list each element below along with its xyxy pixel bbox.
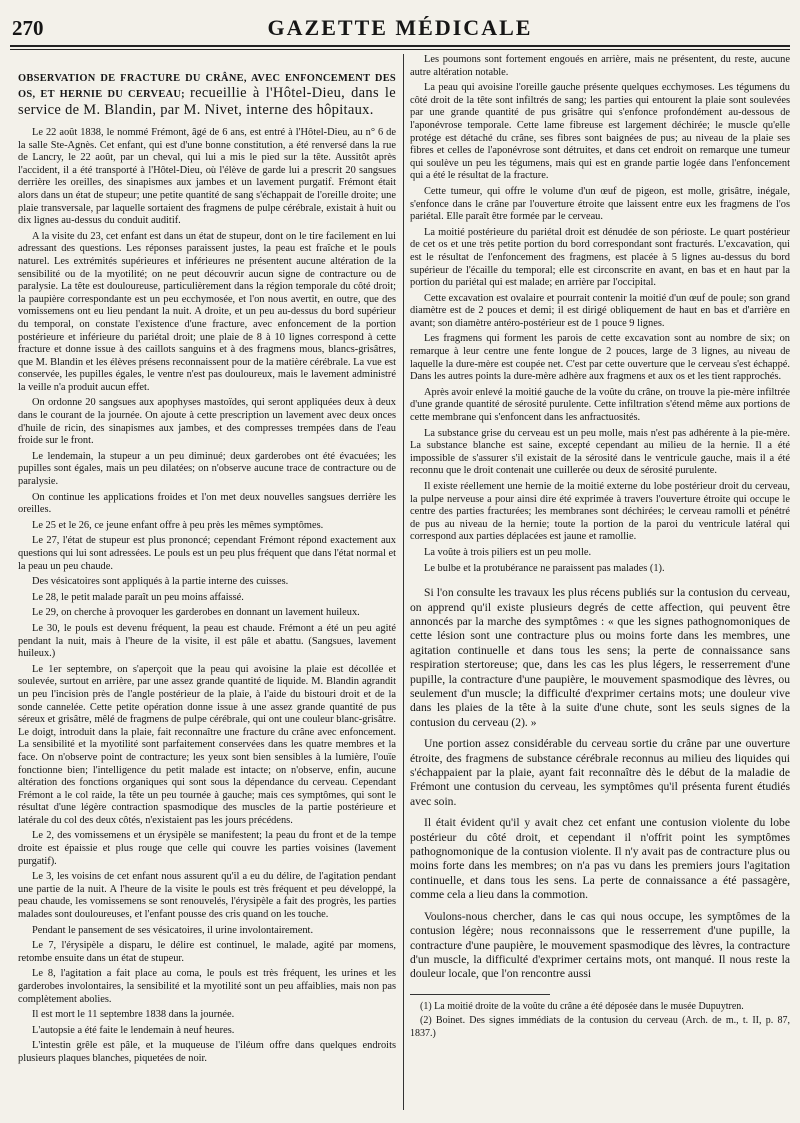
left-column (18, 54, 396, 1112)
footnote: (1) La moitié droite de la voûte du crâne a été déposée dans le musée Dupuytren. (420, 1000, 744, 1012)
paragraph: On ordonne 20 sangsues aux apophyses mastoïdes, qui seront appliquées deux à deux dans le courant de la journée. On ajoute à cette prescription un lavement avec deux onces d'huile de ricin, des sinapismes aux jambes, et des compresses trempées dans de l'eau froide sur le front. (18, 397, 396, 447)
paragraph: Le 22 août 1838, le nommé Frémont, âgé de 6 ans, est entré à l'Hôtel-Dieu, au n° 6 de la salle Ste-Agnès. Cet enfant, qui est d'une bonne constitution, a été renversé dans la rue de Lancry, le 22 août, par un cheval, qui lui a mis le pied sur la tête. Aussitôt après l'accident, il a été transporté à l'Hôtel-Dieu, où l'élève de garde lui a prescrit 20 sangsues derrière les oreilles, des sinapismes aux jambes et un lavement purgatif. Frémont était alors dans un état de stupeur; une petite quantité de sang s'échappait de l'oreille droite; une plaie transversale, par laquelle sortaient des fragmens de pulpe cérébrale, existait à huit ou dix lignes au-dessus du conduit auditif. (18, 127, 396, 227)
paragraph: Le lendemain, la stupeur a un peu diminué; deux garderobes ont été évacuées; les pupilles sont égales, mais un peu dilatées; on n'observe aucune trace de contracture ou de paralysie. (18, 450, 396, 488)
paragraph: La voûte à trois piliers est un peu molle. (424, 546, 592, 558)
page-number: 270 (12, 15, 44, 40)
paragraph: Il existe réellement une hernie de la moitié externe du lobe postérieur droit du cerveau, la pulpe nerveuse a pour ainsi dire été exprimée à travers l'ouverture étroite qui occupe le centre des parties fracturées; les membranes sont déchirées; le cerveau ramolli et pénétré de pus au niveau de la hernie; toute la portion de la paroi du ventricule latéral qui correspond aux parties déplacées est jaune et ramollie. (410, 481, 790, 543)
paragraph: Il est mort le 11 septembre 1838 dans la journée. (32, 1009, 235, 1021)
article-title-rest: recueillie à l'Hôtel-Dieu, dans le service de M. Blandin, par M. Nivet, interne des hôpitaux. (18, 85, 396, 118)
column-divider (403, 54, 404, 1110)
paragraph: La peau qui avoisine l'oreille gauche présente quelques ecchymoses. Les tégumens du côté droit de la tête sont infiltrés de sang; les parties qui entourent la plaie sont soulevées par une grande quantité de pus grisâtre qui s'enfonce profondément au-dessous de l'aponévrose temporale. Cette lame fibreuse est largement déchirée; le muscle qu'elle protége est détaché du crâne, ses fibres sont baignées de pus; au niveau de la plaie ses fibres et celles de l'aponévrose sont détruites, et dans cet endroit on remarque une tumeur qui soulève un peu les tégumens, mais qui est en grande partie logée dans l'enfoncement qui a été le résultat de la fracture. (410, 82, 790, 182)
footnotes (410, 1001, 790, 1040)
article-title (18, 72, 396, 119)
paragraph: Le bulbe et la protubérance ne paraissent pas malades (1). (424, 562, 665, 574)
paragraph: Le 28, le petit malade paraît un peu moins affaissé. (32, 591, 244, 603)
paragraph: La moitié postérieure du pariétal droit est dénudée de son périoste. Le quart postérieur de cet os et une très petite portion du bord correspondant sont fracturés. L'excavation, qui est le résultat de l'enfoncement des fragmens, est placée à 5 lignes au-dessus du bord supérieur de l'écaille du temporal; elle est circonscrite en avant, en bas et en haut par la portion du pariétal qui est malade; en arrière par l'occipital. (410, 226, 790, 289)
paragraph: La substance grise du cerveau est un peu molle, mais n'est pas adhérente à la pie-mère. La substance blanche est saine, excepté cependant au milieu de la hernie. Il a été impossible de s'assurer s'il existait de la sérosité dans le ventricule gauche, mais il a été reconnu que le droit contenait une cuillerée ou deux de sérosité purulente. (410, 427, 790, 477)
article-title-caps: OBSERVATION DE FRACTURE DU CRÂNE, AVEC ENFONCEMENT DES OS, ET HERNIE DU CERVEAU; (18, 73, 396, 100)
paragraph: Cette excavation est ovalaire et pourrait contenir la moitié d'un œuf de poule; son grand diamètre est de 2 pouces et demi; il est dirigé obliquement de haut en bas et d'arrière en avant; son diamètre antéro-postérieur est de 1 pouce 9 lignes. (410, 292, 790, 329)
paragraph: Le 8, l'agitation a fait place au coma, le pouls est très fréquent, les urines et les garderobes involontaires, la sensibilité et la myotilité sont un peu affaiblies, mais non pas complètement abolies. (18, 968, 396, 1005)
commentary-paragraph: Voulons-nous chercher, dans le cas qui nous occupe, les symptômes de la contusion légère; nous reconnaissons que le resserrement d'une pupille, la contracture d'une paupière, le mouvement spasmodique des lèvres, la contracture d'un muscle, la difficulté d'exprimer certains mots, ont manqué. Il nous reste la douleur locale, que l'on rencontre aussi (410, 909, 790, 981)
paragraph: Des vésicatoires sont appliqués à la partie interne des cuisses. (32, 576, 289, 588)
paragraph: Après avoir enlevé la moitié gauche de la voûte du crâne, on trouve la pie-mère infiltrée d'une grande quantité de sérosité purulente. Cette infiltration s'étend même aux portions de cette membrane qui s'enfoncent dans les anfractuosités. (410, 386, 790, 424)
paragraph: Le 7, l'érysipèle a disparu, le délire est continuel, le malade, agité par momens, retombe ensuite dans un état de stupeur. (18, 940, 396, 964)
paragraph: A la visite du 23, cet enfant est dans un état de stupeur, dont on le tire facilement en lui adressant des questions. Les réponses paraissent justes, la peau est fraîche et le pouls naturel. Les extrémités supérieures et inférieures ne présentent aucune altération de la sensibilité ou de la myotilité; on ne peut découvrir aucun signe de contracture ou de paralysie. La tête est douloureuse, particulièrement dans la région temporale du côté droit; la paupière correspondante est un peu ecchymosée, et l'on nous avertit, en outre, que des vomissemens ont eu lieu pendant la nuit. A droite, et un peu au-dessus du bord supérieur du temporal, on constate l'existence d'une fracture, avec enfoncement de la portion postérieure et inférieure du pariétal droit; une plaie de 8 à 10 lignes correspond à cette fracture et donne issue à des caillots sanguins et à des fragmens mous, blancs-grisâtres, que M. Blandin et les élèves présens reconnaissent pour de la matière cérébrale. La vue est conservée, les pupilles égales, le ventre n'est pas douloureux, mais le lavement administré la veille n'a produit aucun effet. (18, 230, 396, 393)
right-column (410, 54, 790, 1112)
commentary-text (410, 586, 790, 982)
paragraph: Le 3, les voisins de cet enfant nous assurent qu'il a eu du délire, de l'agitation pendant une partie de la nuit. A l'heure de la visite le pouls est très fréquent et peu développé, la peau chaude, les vomissemens se sont renouvelés, l'érysipèle a fait des progrès, les parties malades sont douloureuses, et l'enfant pousse des cris quand on les touche. (18, 871, 396, 921)
header-rule (10, 45, 790, 47)
left-body-text (18, 127, 396, 1066)
footnote-rule (410, 994, 550, 995)
paragraph: Les fragmens qui forment les parois de cette excavation sont au nombre de six; on remarque à leur centre une fente longue de 2 pouces, large de 3 lignes, au niveau de laquelle la dure-mère est coupée net. C'est par cette ouverture que le cerveau s'est échappé. Dans les autres points la dure-mère adhère aux fragmens et aux os et les tient rapprochés. (410, 333, 790, 383)
paragraph: Les poumons sont fortement engoués en arrière, mais ne présentent, du reste, aucune autre altération notable. (410, 54, 790, 78)
right-body-text (410, 54, 790, 575)
paragraph: Pendant le pansement de ses vésicatoires, il urine involontairement. (32, 924, 314, 936)
paragraph: Le 25 et le 26, ce jeune enfant offre à peu près les mêmes symptômes. (32, 519, 324, 531)
footnote: (2) Boinet. Des signes immédiats de la contusion du cerveau (Arch. de m., t. II, p. 87, 1837.) (410, 1015, 790, 1039)
paragraph: Le 30, le pouls est devenu fréquent, la peau est chaude. Frémont a été un peu agité pendant la nuit, mais à l'heure de la visite, il est pâle et abattu. (Sangsues, lavement huileux.) (18, 622, 396, 660)
journal-title: GAZETTE MÉDICALE (267, 15, 533, 40)
paragraph: Le 2, des vomissemens et un érysipèle se manifestent; la peau du front et de la tempe droite est épaissie et plus rouge que celle qui couvre les parties voisines (lavement purgatif). (18, 830, 396, 867)
paragraph: L'intestin grêle est pâle, et la muqueuse de l'iléum offre dans quelques endroits plusieurs plaques blanches, piquetées de noir. (18, 1040, 396, 1064)
commentary-paragraph: Une portion assez considérable du cerveau sortie du crâne par une ouverture étroite, des fragmens de substance cérébrale reconnus au milieu des liquides qui s'échappaient par la plaie, ayant fait reconnaître dès le début de la maladie de Frémont une contusion du cerveau, les symptômes qu'il présenta furent étudiés avec soin. (410, 737, 790, 808)
commentary-paragraph: Si l'on consulte les travaux les plus récens publiés sur la contusion du cerveau, on apprend qu'il existe plusieurs degrés de cette affection, qui peuvent être annoncés par la marche des symptômes : « que les signes pathognomoniques de cette lésion sont une contracture plus ou moins forte dans les membres, une agitation continuelle et dans tous les sens; la perte de connaissance sans respiration stertoreuse; que, dans les cas les plus légers, le resserrement d'une pupille, la contracture d'une paupière, le mouvement spasmodique des lèvres, ou seulement d'un muscle; la difficulté d'exprimer certains mots; une douleur vive dans les plaies de la tête à la suite d'une chute, sont les seuls signes de la contusion du cerveau (2). » (410, 586, 790, 729)
paragraph: Le 27, l'état de stupeur est plus prononcé; cependant Frémont répond exactement aux questions qui lui sont adressées. Le pouls est un peu plus fréquent que dans l'état normal et la peau un peu chaude. (18, 535, 396, 572)
page-header (12, 14, 788, 42)
paragraph: Le 1er septembre, on s'aperçoit que la peau qui avoisine la plaie est décollée et soulevée, surtout en arrière, par une assez grande quantité de liquide. M. Blandin agrandit un peu l'incision près de l'angle postérieur de la plaie, à l'aide du bistouri droit et de la sonde cannelée. Cette petite opération donne issue à une assez grande quantité de pus séreux et grisâtre, mêlé de fragmens de pulpe cérébrale, qui ont une couleur blanc-grisâtre. Le doigt, introduit dans la plaie, fait reconnaître une fracture du crâne avec enfoncement. La sensibilité et la myotilité sont parfaitement conservées dans les quatre membres et la face. On n'observe point de contracture; les yeux sont bien sensibles à la lumière, l'ouïe fonctionne bien; l'intelligence du petit malade est intacte; on n'observe, enfin, aucune altération des fonctions organiques qui sont sous la dépendance du cerveau. Cependant Frémont a le col raide, la tête un peu tournée à gauche; mais ces symptômes, qui sont le résultat d'une légère contraction spasmodique des muscles de la partie postérieure et latérale du col des deux côtés, n'existaient pas les jours précédens. (18, 663, 396, 826)
commentary-paragraph: Il était évident qu'il y avait chez cet enfant une contusion violente du lobe postérieur du côté droit, et cependant il n'offrit point les symptômes pathognomonique de la contusion violente. Il n'y avait pas de contracture plus ou moins forte dans les membres; on n'a pas vu dans les premiers jours l'agitation continuelle, et dans tous les sens. La perte de connaissance a été passagère, comme cela a lieu dans la commotion. (410, 816, 790, 902)
paragraph: Le 29, on cherche à provoquer les garderobes en donnant un lavement huileux. (32, 607, 360, 619)
paragraph: Cette tumeur, qui offre le volume d'un œuf de pigeon, est molle, grisâtre, inégale, s'enfonce dans le crâne par l'ouverture étroite que laissent entre eux les fragmens de l'os pariétal. Elle paraît être formée par le cerveau. (410, 185, 790, 223)
paragraph: On continue les applications froides et l'on met deux nouvelles sangsues derrière les oreilles. (18, 491, 396, 516)
header-rule-thin (10, 49, 790, 50)
paragraph: L'autopsie a été faite le lendemain à neuf heures. (32, 1024, 235, 1036)
